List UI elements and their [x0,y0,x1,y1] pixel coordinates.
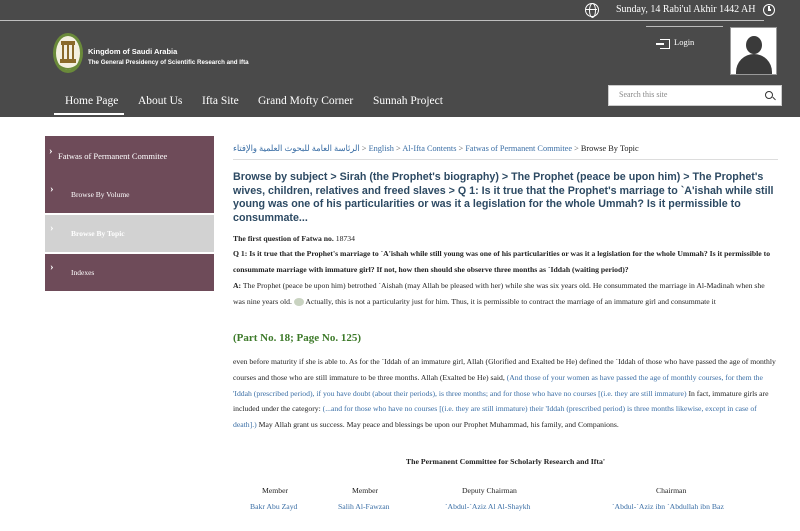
breadcrumb-current: Browse By Topic [580,144,639,153]
nav-grand-mofty-corner[interactable]: Grand Mofty Corner [258,95,354,107]
breadcrumb-fatwas-link[interactable]: Fatwas of Permanent Commitee [465,144,572,153]
nav-home-page[interactable]: Home Page [65,95,119,107]
fatwa-number: 18734 [335,234,355,243]
fatwa-number-label: The first question of Fatwa no. [233,234,334,243]
breadcrumb-english-link[interactable]: English [368,144,394,153]
hijri-date: Sunday, 14 Rabi'ul Akhir 1442 AH [616,4,756,15]
avatar[interactable] [730,27,777,75]
committee-title: The Permanent Committee for Scholarly Research and Ifta' [405,457,606,466]
sidebar-heading[interactable] [45,136,214,176]
answer-text-continued: Actually, this is not a particularity just for him. Thus, it is permissible to contract the marriage of an immature girl and consummate it [305,296,716,306]
signature-role: Member [262,486,289,495]
nav-ifta-site[interactable]: Ifta Site [202,95,239,107]
sidebar-heading-label: Fatwas of Permanent Commitee [58,151,168,161]
avatar-head-icon [746,36,762,54]
sidebar-item-indexes[interactable] [45,254,214,291]
fatwa-number-line [233,231,778,247]
signature-name-link[interactable]: `Abdul-`Aziz ibn `Abdullah ibn Baz [612,502,724,511]
history-icon[interactable] [763,4,775,16]
chevron-right-icon: › [49,145,53,157]
breadcrumb-separator: > [574,144,579,153]
quran-quote-link[interactable]: (And those of your women as have passed the age of monthly courses, for them the 'Iddah (prescribed period), if you have doubt (about their periods), is three months; and for those who have no courses [(i.e. they are still immature) [233,372,763,398]
signature-name-link[interactable]: `Abdul-`Aziz Al Al-Shaykh [445,502,531,511]
paragraph-text: May Allah grant us success. May peace and blessings be upon our Prophet Muhammad, his family, and Companions. [258,420,619,430]
fatwa-question: Q 1: Is it true that the Prophet's marriage to `A'ishah while still young was one of his particularities or was it a legislation for the whole Ummah? Is it permissible to consummate marriage with immature girl? If not, how then should she observe three months as `Iddah (waiting period)? [233,249,771,274]
fatwa-answer [233,278,778,310]
login-icon [660,39,670,49]
login-button[interactable] [646,26,723,56]
signature-name-link[interactable]: Bakr Abu Zayd [250,502,298,511]
breadcrumb-separator: > [396,144,401,153]
top-bar-divider [0,20,764,21]
logo-emblem-icon[interactable] [52,29,84,74]
signature-role: Deputy Chairman [462,486,517,495]
search-icon[interactable] [765,91,773,99]
part-page-heading: (Part No. 18; Page No. 125) [233,332,361,344]
sidebar-item-browse-by-topic[interactable] [45,215,214,252]
signature-name-link[interactable]: Salih Al-Fawzan [338,502,390,511]
sidebar-item-label: Browse By Volume [71,190,130,199]
quran-quote-link[interactable]: (...and for those who have no courses [(i.e. they are still immature) their 'Iddah (prescribed period) is three months likewise, except in case of death].) [233,404,757,430]
breadcrumb-arabic-link[interactable]: الرئاسة العامة للبحوث العلمية والإفتاء [233,144,360,153]
sidebar-item-label: Browse By Topic [71,229,125,238]
globe-icon[interactable] [585,3,599,17]
search-box[interactable] [608,85,782,106]
login-label: Login [674,37,695,47]
fatwa-paragraph-2 [233,354,778,433]
signature-role: Member [352,486,379,495]
sidebar-item-label: Indexes [71,268,95,277]
nav-sunnah-project[interactable]: Sunnah Project [373,95,443,107]
breadcrumb-separator: > [361,144,367,153]
answer-label: A: [233,281,242,290]
nav-about-us[interactable]: About Us [138,95,183,107]
site-header [0,0,800,117]
breadcrumb-divider [233,159,778,160]
paragraph-text: even before maturity if she is able to. As for the `Iddah of an immature girl, Allah (Glorified and Exalted be He) defined the `Iddah of those who have passed the age of monthly courses and those who are still immature to be three months. Allah (Exalted be He) said, [233,357,776,382]
answer-text: The Prophet (peace be upon him) betrothed `Aishah (may Allah be pleased with her) while she was six years old. He consummated the marriage in Al-Madinah when she was nine years old. [233,281,765,306]
sidebar-item-browse-by-volume[interactable] [45,176,214,213]
chevron-right-icon: › [50,222,54,234]
chevron-right-icon: › [50,261,54,273]
chevron-right-icon: › [50,183,54,195]
breadcrumb-contents-link[interactable]: Al-Ifta Contents [402,144,457,153]
breadcrumb [233,143,778,153]
logo-subtitle[interactable]: The General Presidency of Scientific Research and Ifta [88,59,249,66]
paragraph-text: In fact, immature girls are included under the category: [233,388,769,414]
peace-be-upon-him-icon [294,298,304,306]
signature-role: Chairman [656,486,687,495]
avatar-body-icon [736,54,772,75]
nav-active-underline [54,113,124,115]
page-title: Browse by subject > Sirah (the Prophet's biography) > The Prophet (peace be upon him) > The Prophet's wives, children, relatives and freed slaves > Q 1: Is it true that the Prophet's marriage to `A'ishah while still young was one of his particularities or was it a legislation for the whole Ummah? Is it permissible to consummate... [233,171,774,224]
search-input[interactable]: Search this site [619,90,668,99]
breadcrumb-separator: > [458,144,464,153]
logo-title[interactable]: Kingdom of Saudi Arabia [88,47,178,56]
